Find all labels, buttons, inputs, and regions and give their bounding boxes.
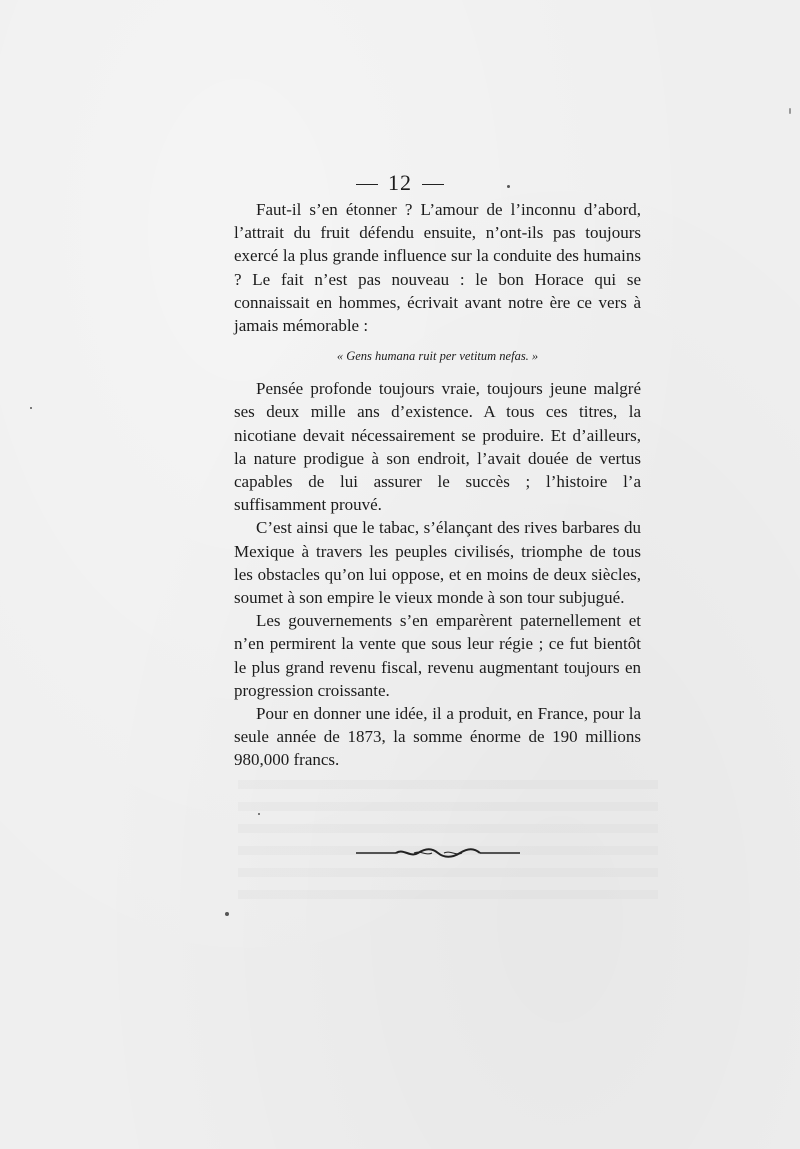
body-text bbox=[234, 198, 641, 772]
dash-right bbox=[422, 184, 444, 185]
speck bbox=[225, 912, 229, 916]
speck bbox=[30, 407, 32, 409]
speck bbox=[507, 185, 510, 188]
end-ornament bbox=[356, 846, 520, 860]
paragraph-2: Pensée profonde toujours vraie, toujours jeune malgré ses deux mille ans d’existence. A tous ces titres, la nicotiane devait nécessairement se produire. Et d’ailleurs, la nature prodigue à son endroit, l’avait douée de vertus capables de lui assurer le succès ; l’histoire l’a suffisamment prouvé. bbox=[234, 379, 641, 515]
speck bbox=[789, 108, 791, 114]
dash-left bbox=[356, 184, 378, 185]
paragraph-3: C’est ainsi que le tabac, s’élançant des rives barbares du Mexique à travers les peuples civilisés, triomphe de tous les obstacles qu’on lui oppose, et en moins de deux siècles, soumet à son empire le vieux monde à son tour subjugué. bbox=[234, 518, 641, 608]
paragraph-4: Les gouvernements s’en emparèrent paternellement et n’en permirent la vente que sous leur régie ; ce fut bientôt le plus grand revenu fiscal, revenu augmentant toujours en progression croissante. bbox=[234, 611, 641, 700]
page-number bbox=[0, 170, 800, 196]
paragraph-1: Faut-il s’en étonner ? L’amour de l’inconnu d’abord, l’attrait du fruit défendu ensuite, n’ont-ils pas toujours exercé la plus grande influence sur la conduite des humains ? Le fait n’est pas nouveau : le bon Horace qui se connaissait en hommes, écrivait avant notre ère ce vers à jamais mémorable : bbox=[234, 200, 641, 336]
speck bbox=[258, 813, 260, 815]
bleed-through-texture bbox=[238, 780, 658, 910]
paragraph-5: Pour en donner une idée, il a produit, en France, pour la seule année de 1873, la somme énorme de 190 millions 980,000 francs. bbox=[234, 704, 641, 770]
latin-quote: « Gens humana ruit per vetitum nefas. » bbox=[336, 349, 539, 364]
page-number-value: 12 bbox=[388, 170, 412, 195]
